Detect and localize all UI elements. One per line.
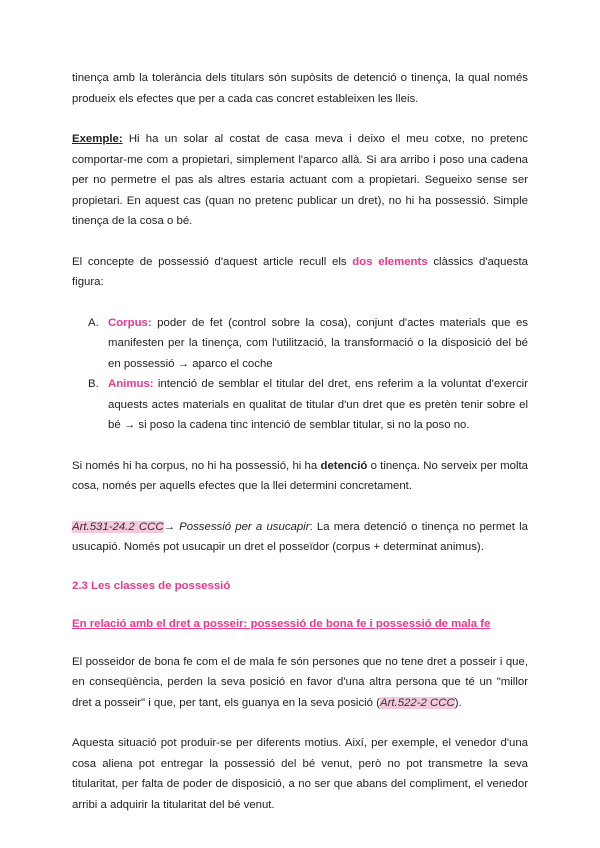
paragraph-tinenca: tinença amb la tolerància dels titulars són supòsits de detenció o tinença, la qual només produeix els efectes que per a cada cas concret estableixen les lleis.	[72, 72, 528, 105]
animus-text: intenció de semblar el titular del dret, ens referim a la voluntat d'exercir aquests actes materials en qualitat de titular d'un dret que es pretèn tenir sobre el bé → si poso la cadena tinc intenció de semblar titular, si no la poso no.	[108, 378, 528, 431]
term-corpus: Corpus:	[108, 316, 152, 329]
corpus-text: poder de fet (control sobre la cosa), conjunt d'actes materials que es manifesten per la tinença, com l'utilització, la transformació o la disposició del bé en possessió → aparco el coche	[108, 316, 528, 370]
concept-highlight: dos elements	[352, 255, 428, 268]
usucapir-text: : La mera detenció o tinença no permet la usucapió. Només pot usucapir un dret el posseïdor (corpus + determinat animus).	[72, 520, 528, 553]
article-reference: Art.522-2 CCC	[379, 696, 455, 709]
paragraph-bona-fe	[72, 652, 528, 714]
paragraph-concept	[72, 252, 528, 293]
section-heading: 2.3 Les classes de possessió	[72, 579, 231, 592]
example-text: Hi ha un solar al costat de casa meva i deixo el meu cotxe, no pretenc comportar-me com a propietari, simplement l'aparco allà. Si ara arribo i poso una cadena per no permetre el pas als altres estaria actuant com a propietari. Segueixo sense ser propietari. En aquest cas (quan no pretenc publicar un dret), no hi ha possessió. Simple tinença de la cosa o bé.	[72, 133, 528, 227]
bona-fe-post: ).	[454, 696, 462, 709]
article-reference: Art.531-24.2 CCC	[72, 520, 164, 533]
paragraph-example	[72, 129, 528, 232]
example-label: Exemple:	[72, 133, 123, 145]
concept-pre: El concepte de possessió d'aquest article recull els	[72, 255, 353, 268]
list-item	[72, 374, 528, 436]
list-marker: A.	[88, 316, 99, 329]
usucapir-title: Possessió per a usucapir	[179, 520, 310, 533]
detencio-post: o tinença. No serveix per molta cosa, només per aquells efectes que la llei determini concretament.	[72, 459, 528, 492]
term-animus: Animus:	[108, 378, 154, 390]
subsection-heading: En relació amb el dret a posseir: possessió de bona fe i possessió de mala fe	[72, 617, 491, 630]
bona-fe-pre: El posseidor de bona fe com el de mala fe són persones que no tene dret a posseir i que, en conseqüència, perden la seva posició en favor d'una altra persona que té un "millor dret a posseir" i que, per tant, els guanya en la seva posició (	[72, 655, 528, 709]
detencio-pre: Si només hi ha corpus, no hi ha possessió, hi ha	[72, 459, 321, 472]
concept-post: clàssics d'aquesta figura:	[72, 255, 528, 288]
document-page	[72, 68, 528, 815]
elements-list	[72, 313, 528, 436]
paragraph-usucapir	[72, 517, 528, 558]
paragraph-situacio: Aquesta situació pot produir-se per diferents motius. Així, per exemple, el venedor d'una cosa aliena pot entregar la possessió del bé venut, però no pot transmetre la seva titularitat, per falta de poder de disposició, a no ser que abans del compliment, el venedor arribi a adquirir la titularitat del bé venut.	[72, 737, 528, 811]
detencio-bold: detenció	[320, 459, 368, 472]
list-item	[72, 313, 528, 375]
paragraph-detencio	[72, 456, 528, 497]
arrow: →	[163, 520, 180, 533]
list-marker: B.	[88, 378, 99, 390]
